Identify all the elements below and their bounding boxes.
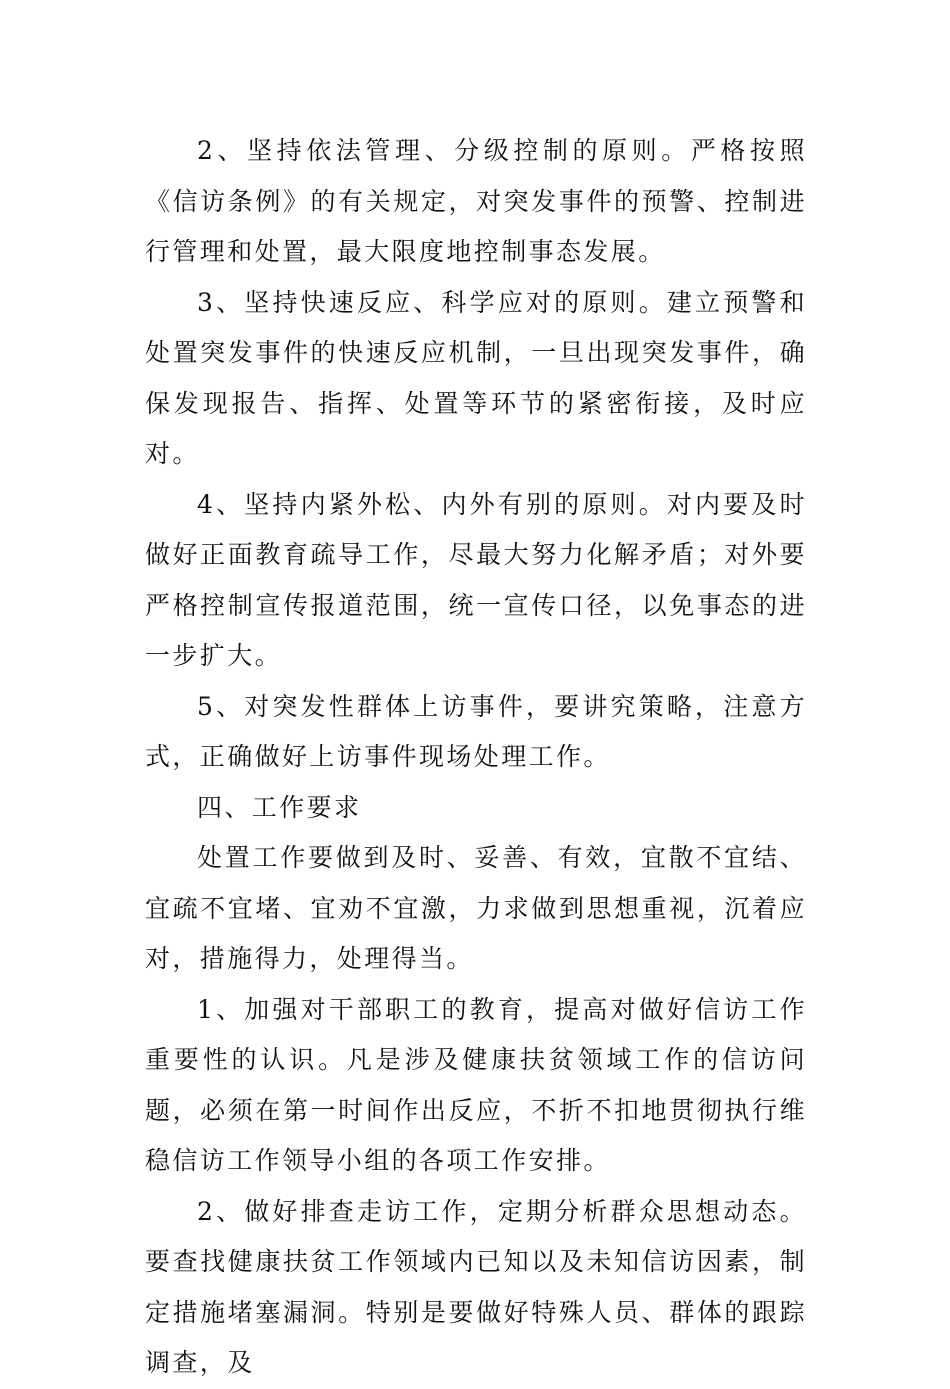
paragraph-principle-5: 5、对突发性群体上访事件，要讲究策略，注意方式，正确做好上访事件现场处理工作。 — [145, 691, 807, 771]
paragraph-requirements-intro: 处置工作要做到及时、妥善、有效，宜散不宜结、宜疏不宜堵、宜劝不宜激，力求做到思想重视，沉着应对，措施得力，处理得当。 — [145, 843, 807, 973]
section-heading-work-requirements: 四、工作要求 — [197, 792, 362, 822]
paragraph-principle-2: 2、坚持依法管理、分级控制的原则。严格按照《信访条例》的有关规定，对突发事件的预警、控制进行管理和处置，最大限度地控制事态发展。 — [145, 136, 807, 266]
paragraph-principle-3: 3、坚持快速反应、科学应对的原则。建立预警和处置突发事件的快速反应机制，一旦出现突发事件，确保发现报告、指挥、处置等环节的紧密衔接，及时应对。 — [145, 287, 807, 468]
document-body — [145, 126, 807, 1389]
paragraph-principle-4: 4、坚持内紧外松、内外有别的原则。对内要及时做好正面教育疏导工作，尽最大努力化解矛盾；对外要严格控制宣传报道范围，统一宣传口径，以免事态的进一步扩大。 — [145, 489, 807, 670]
paragraph-requirement-2: 2、做好排查走访工作，定期分析群众思想动态。要查找健康扶贫工作领域内已知以及未知信访因素，制定措施堵塞漏洞。特别是要做好特殊人员、群体的跟踪调查，及 — [145, 1196, 807, 1377]
paragraph-requirement-1: 1、加强对干部职工的教育，提高对做好信访工作重要性的认识。凡是涉及健康扶贫领域工作的信访问题，必须在第一时间作出反应，不折不扣地贯彻执行维稳信访工作领导小组的各项工作安排。 — [145, 994, 807, 1175]
